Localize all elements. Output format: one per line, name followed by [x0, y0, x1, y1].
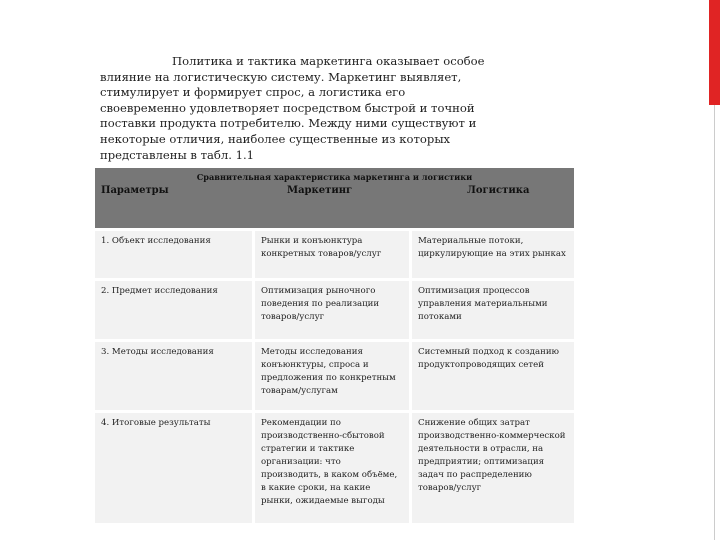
table-row	[95, 413, 574, 523]
header-parameters: Параметры	[101, 185, 169, 196]
table-cell: 2. Предмет исследования	[101, 286, 218, 296]
accent-line	[714, 105, 715, 540]
table-cell: Оптимизация рыночного поведения по реализации товаров/услуг	[252, 281, 409, 339]
table-cell: Методы исследования конъюнктуры, спроса и предложения по конкретным товарам/услугам	[252, 342, 409, 410]
table-cell: Рынки и конъюнктура конкретных товаров/услуг	[252, 231, 409, 278]
table-cell: Рекомендации по производственно-сбытовой стратегии и тактике организации: что производить, в каком объёме, в какие сроки, на какие рынки, ожидаемые выгоды	[252, 413, 409, 523]
table-cell: 4. Итоговые результаты	[101, 418, 211, 428]
table-cell: Материальные потоки, циркулирующие на этих рынках	[409, 231, 574, 278]
table-row	[95, 231, 574, 278]
header-logistics: Логистика	[467, 185, 530, 196]
table-header	[95, 168, 574, 228]
table-cell: 1. Объект исследования	[101, 236, 211, 246]
accent-bar	[709, 0, 720, 105]
comparison-table	[95, 168, 574, 523]
table-caption: Сравнительная характеристика маркетинга и логистики	[196, 172, 473, 182]
table-cell: Снижение общих затрат производственно-коммерческой деятельности в отрасли, на предприятии; оптимизация задач по распределению товаров/услуг	[409, 413, 574, 523]
table-row	[95, 281, 574, 339]
intro-paragraph: Политика и тактика маркетинга оказывает особое влияние на логистическую систему. Маркетинг выявляет, стимулирует и формирует спрос, а логистика его своевременно удовлетворяет посредством быстрой и точной поставки продукта потребителю. Между ними существуют и некоторые отличия, наиболее существенные из которых представлены в табл. 1.1	[100, 54, 485, 162]
header-marketing: Маркетинг	[287, 185, 353, 196]
table-cell: Оптимизация процессов управления материальными потоками	[409, 281, 574, 339]
table-cell: Системный подход к созданию продуктопроводящих сетей	[409, 342, 574, 410]
table-cell: 3. Методы исследования	[101, 347, 214, 357]
table-row	[95, 342, 574, 410]
